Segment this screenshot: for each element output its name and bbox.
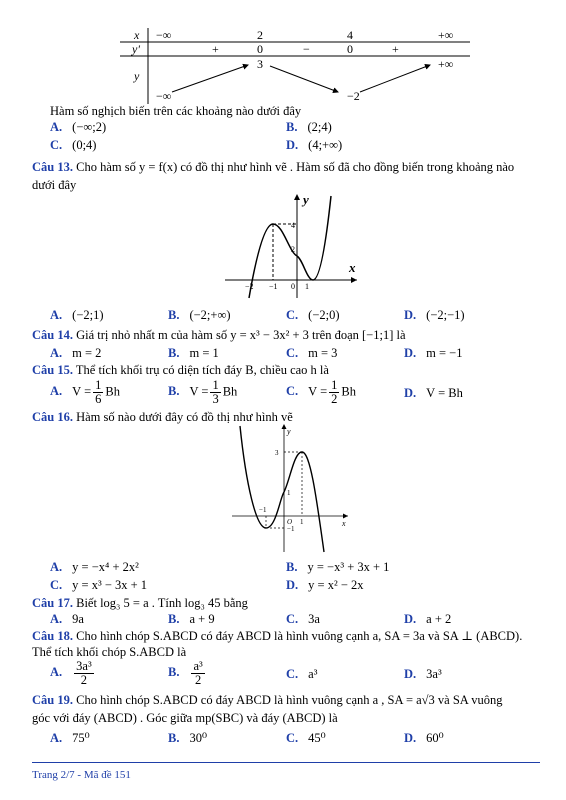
q13-x-label: x: [349, 260, 356, 275]
page-footer: Trang 2/7 - Mã đề 151: [32, 769, 131, 781]
table-x-val: 4: [347, 28, 353, 42]
q13-graph: [225, 192, 365, 300]
q14-stem: Câu 14. Giá trị nhỏ nhất m của hàm số y = x³ − 3x² + 3 trên đoạn [−1;1] là: [32, 328, 406, 342]
q19-option-d[interactable]: D. 60⁰: [404, 731, 444, 745]
q16-tick-1: 1: [287, 489, 291, 497]
q12-option-a[interactable]: A. (−∞;2): [50, 120, 107, 134]
q19-option-b[interactable]: B. 30⁰: [168, 731, 207, 745]
q13-tick-m2: −2: [245, 282, 254, 291]
arrow-up: [360, 65, 430, 92]
q16-option-c[interactable]: C. y = x³ − 3x + 1: [50, 578, 148, 592]
q16-tick-3: 3: [275, 449, 279, 457]
q15-option-b[interactable]: B. V = $\frac{1}{3}$ Bh: [168, 378, 238, 406]
q16-tick-m1x: −1: [259, 506, 267, 514]
q18-option-c[interactable]: C. a³: [286, 667, 318, 681]
q16-option-b[interactable]: B. y = −x³ + 3x + 1: [286, 560, 390, 574]
variation-table: [120, 28, 470, 104]
q16-curve: [240, 426, 324, 552]
table-y-val: −∞: [156, 89, 172, 103]
q16-tick-1x: 1: [300, 518, 304, 526]
q16-y-label: y: [287, 427, 291, 436]
table-x-val: −∞: [156, 28, 172, 42]
q16-option-a[interactable]: A. y = −x⁴ + 2x²: [50, 560, 139, 574]
table-sign: 0: [347, 42, 353, 56]
q17-option-d[interactable]: D. a + 2: [404, 612, 452, 626]
table-y-label: y: [134, 69, 140, 83]
footer-divider: [32, 762, 540, 763]
q17-option-a[interactable]: A. 9a: [50, 612, 84, 626]
q18-option-a[interactable]: A. $\frac{\text{3a³}}{2}$: [50, 659, 92, 687]
q13-tick-1: 1: [305, 282, 309, 291]
q18-stem: Câu 18. Cho hình chóp S.ABCD có đáy ABCD là hình vuông cạnh a, SA = 3a và SA ⊥ (ABCD).: [32, 629, 523, 643]
q12-text: Hàm số nghịch biến trên các khoảng nào dưới đây: [50, 104, 302, 118]
q13-option-b[interactable]: B. (−2;+∞): [168, 308, 231, 322]
q19-option-c[interactable]: C. 45⁰: [286, 731, 326, 745]
q14-option-b[interactable]: B. m = 1: [168, 346, 219, 360]
q18-stem-2: Thể tích khối chóp S.ABCD là: [32, 645, 187, 659]
q19-option-a[interactable]: A. 75⁰: [50, 731, 90, 745]
q18-option-b[interactable]: B. $\frac{\text{a³}}{2}$: [168, 659, 203, 687]
q13-tick-0: 0: [291, 282, 295, 291]
q13-tick-4: 4: [291, 221, 295, 230]
table-x-val: 2: [257, 28, 263, 42]
q13-option-d[interactable]: D. (−2;−1): [404, 308, 465, 322]
arrow-down: [270, 66, 338, 92]
q16-graph: [232, 424, 352, 554]
q17-stem: Câu 17. Biết log₃ 5 = a . Tính log₃ 45 bằng: [32, 596, 248, 610]
q15-option-d[interactable]: D. V = Bh: [404, 386, 463, 400]
q13-curve: [249, 196, 331, 298]
q12-option-d[interactable]: D. (4;+∞): [286, 138, 343, 152]
q13-stem: Câu 13. Cho hàm số y = f(x) có đồ thị như hình vẽ . Hàm số đã cho đồng biến trong khoảng nào: [32, 160, 515, 174]
q15-stem: Câu 15. Thể tích khối trụ có diện tích đáy B, chiều cao h là: [32, 363, 329, 377]
table-sign: +: [392, 42, 399, 56]
table-y-val: +∞: [438, 57, 454, 71]
q16-stem: Câu 16. Hàm số nào dưới đây có đồ thị như hình vẽ: [32, 410, 293, 424]
q14-option-a[interactable]: A. m = 2: [50, 346, 102, 360]
q14-option-d[interactable]: D. m = −1: [404, 346, 463, 360]
table-x-val: +∞: [438, 28, 454, 42]
q15-option-c[interactable]: C. V = $\frac{1}{2}$ Bh: [286, 378, 356, 406]
q19-stem: Câu 19. Cho hình chóp S.ABCD có đáy ABCD là hình vuông cạnh a , SA = a√3 và SA vuông: [32, 693, 503, 707]
q13-option-c[interactable]: C. (−2;0): [286, 308, 340, 322]
table-x-label: x: [134, 28, 140, 42]
arrow-up: [172, 65, 248, 92]
q16-x-label: x: [342, 519, 346, 528]
q17-option-c[interactable]: C. 3a: [286, 612, 320, 626]
q13-stem-2: dưới đây: [32, 178, 77, 192]
table-yp-label: y': [132, 42, 140, 56]
q16-option-d[interactable]: D. y = x² − 2x: [286, 578, 364, 592]
table-sign: −: [303, 42, 310, 56]
q13-tick-2: 2: [291, 245, 295, 254]
q12-option-c[interactable]: C. (0;4): [50, 138, 97, 152]
q12-option-b[interactable]: B. (2;4): [286, 120, 332, 134]
table-sign: 0: [257, 42, 263, 56]
q18-option-d[interactable]: D. 3a³: [404, 667, 442, 681]
q14-option-c[interactable]: C. m = 3: [286, 346, 338, 360]
q16-tick-m1y: −1: [287, 525, 295, 533]
q19-stem-2: góc với đáy (ABCD) . Góc giữa mp(SBC) và đáy (ABCD) là: [32, 711, 338, 725]
table-sign: +: [212, 42, 219, 56]
q16-origin: O: [287, 518, 293, 526]
table-y-val: 3: [257, 57, 263, 71]
q13-y-label: y: [303, 192, 309, 207]
q13-option-a[interactable]: A. (−2;1): [50, 308, 104, 322]
q15-option-a[interactable]: A. V = $\frac{1}{6}$ Bh: [50, 378, 120, 406]
q13-tick-m1: −1: [269, 282, 278, 291]
q17-option-b[interactable]: B. a + 9: [168, 612, 215, 626]
table-y-val: −2: [347, 89, 360, 103]
